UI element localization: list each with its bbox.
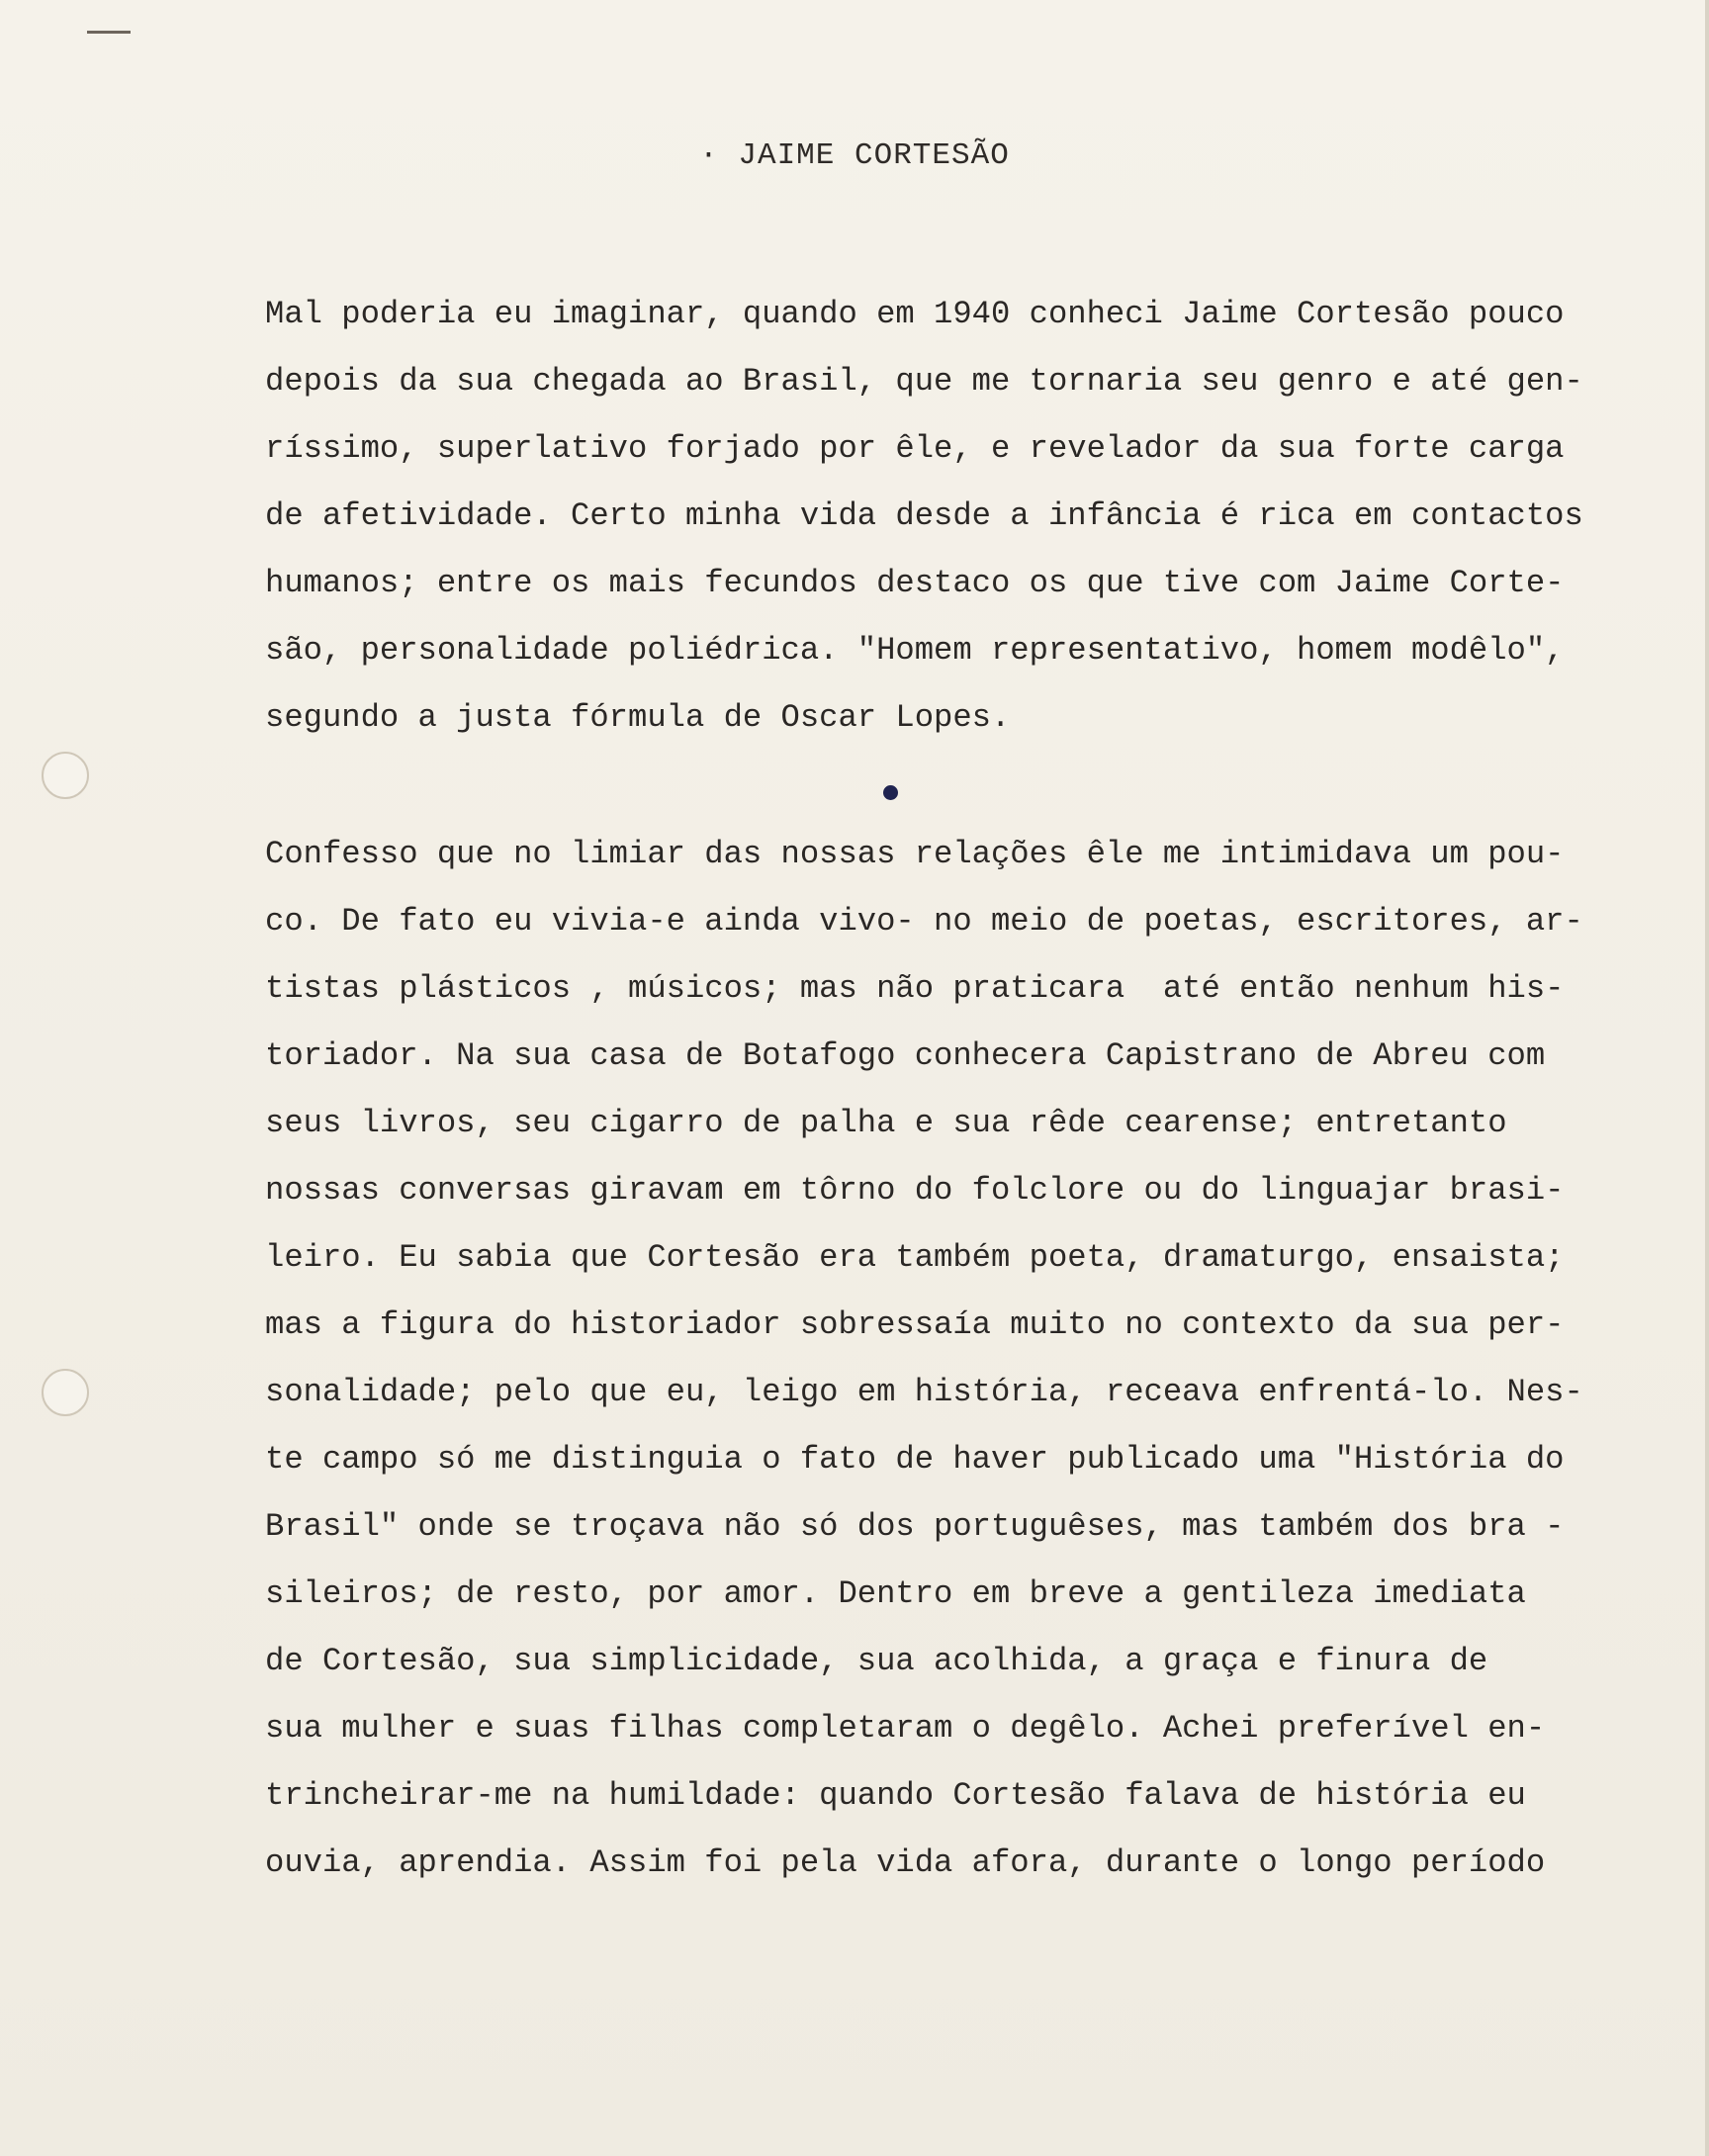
text-line: humanos; entre os mais fecundos destaco os que tive com Jaime Corte- bbox=[265, 565, 1565, 601]
text-line: Confesso que no limiar das nossas relações êle me intimidava um pou- bbox=[265, 836, 1565, 872]
text-line: ríssimo, superlativo forjado por êle, e revelador da sua forte carga bbox=[265, 430, 1565, 467]
punch-hole bbox=[42, 752, 89, 799]
text-line: de Cortesão, sua simplicidade, sua acolhida, a graça e finura de bbox=[265, 1643, 1488, 1679]
ink-mark bbox=[87, 31, 131, 34]
text-line: são, personalidade poliédrica. "Homem representativo, homem modêlo", bbox=[265, 632, 1565, 669]
text-line: te campo só me distinguia o fato de haver publicado uma "História do bbox=[265, 1441, 1565, 1478]
punch-hole bbox=[42, 1369, 89, 1416]
text-line: trincheirar-me na humildade: quando Cortesão falava de história eu bbox=[265, 1777, 1526, 1814]
text-line: Mal poderia eu imaginar, quando em 1940 conheci Jaime Cortesão pouco bbox=[265, 296, 1565, 332]
text-line: segundo a justa fórmula de Oscar Lopes. bbox=[265, 699, 1011, 736]
text-line: sileiros; de resto, por amor. Dentro em breve a gentileza imediata bbox=[265, 1575, 1526, 1612]
text-line: Brasil" onde se troçava não só dos portuguêses, mas também dos bra - bbox=[265, 1508, 1565, 1545]
ink-dot bbox=[883, 785, 898, 800]
text-line: toriador. Na sua casa de Botafogo conhecera Capistrano de Abreu com bbox=[265, 1037, 1546, 1074]
page-edge bbox=[1705, 0, 1709, 2156]
page-title: · JAIME CORTESÃO bbox=[699, 138, 1010, 173]
text-line: co. De fato eu vivia-e ainda vivo- no meio de poetas, escritores, ar- bbox=[265, 903, 1583, 940]
text-line: depois da sua chegada ao Brasil, que me tornaria seu genro e até gen- bbox=[265, 363, 1583, 400]
text-line: ouvia, aprendia. Assim foi pela vida afora, durante o longo período bbox=[265, 1844, 1546, 1881]
text-line: sua mulher e suas filhas completaram o degêlo. Achei preferível en- bbox=[265, 1710, 1546, 1747]
text-line: nossas conversas giravam em tôrno do folclore ou do linguajar brasi- bbox=[265, 1172, 1565, 1209]
text-line: seus livros, seu cigarro de palha e sua rêde cearense; entretanto bbox=[265, 1105, 1507, 1141]
text-line: mas a figura do historiador sobressaía muito no contexto da sua per- bbox=[265, 1306, 1565, 1343]
text-line: de afetividade. Certo minha vida desde a infância é rica em contactos bbox=[265, 497, 1583, 534]
text-line: sonalidade; pelo que eu, leigo em história, receava enfrentá-lo. Nes- bbox=[265, 1374, 1583, 1410]
text-line: leiro. Eu sabia que Cortesão era também poeta, dramaturgo, ensaista; bbox=[265, 1239, 1565, 1276]
text-line: tistas plásticos , músicos; mas não praticara até então nenhum his- bbox=[265, 970, 1565, 1007]
